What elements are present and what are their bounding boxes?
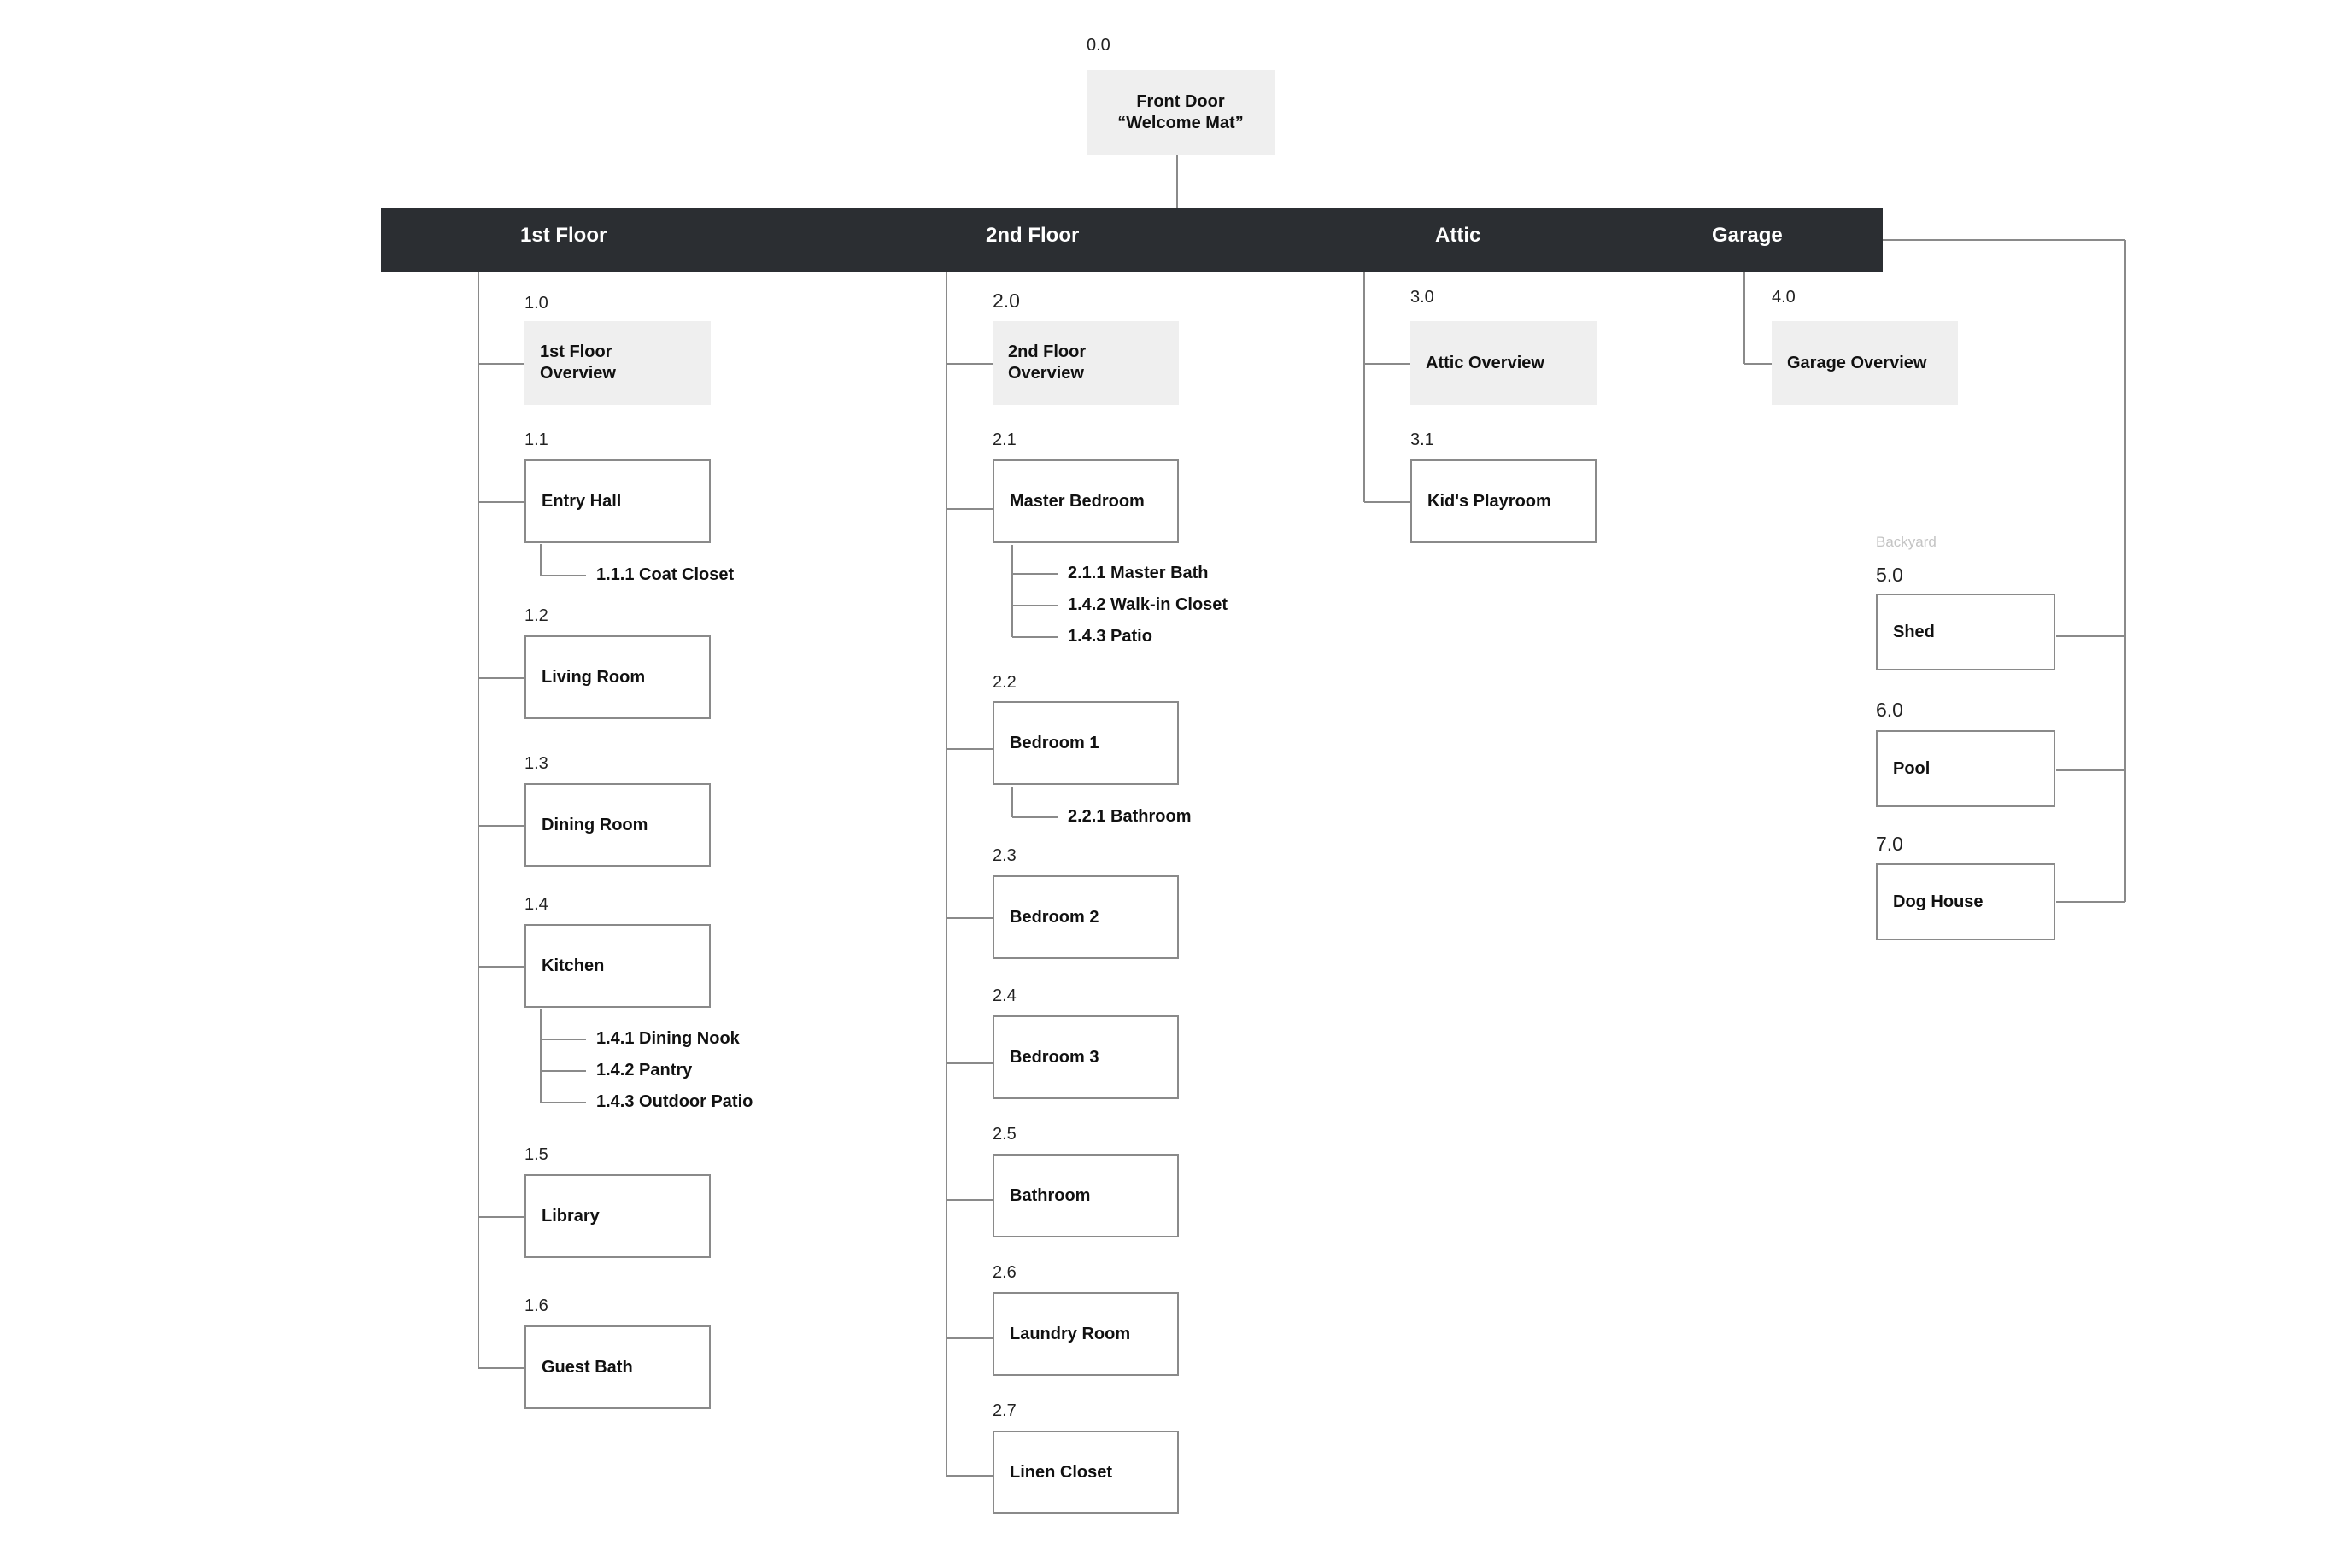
sub-item-coat-closet[interactable]: 1.1.1 Coat Closet — [596, 565, 735, 584]
node-number: 2.0 — [993, 290, 1020, 312]
dog-house-node[interactable]: Dog House — [1876, 863, 2055, 940]
node-number: 1.1 — [524, 430, 548, 449]
sub-item-dining-nook[interactable]: 1.4.1 Dining Nook — [596, 1029, 740, 1048]
dining-room-node[interactable]: Dining Room — [524, 783, 711, 867]
sub-item-patio[interactable]: 1.4.3 Patio — [1068, 627, 1152, 646]
sub-item-master-bath[interactable]: 2.1.1 Master Bath — [1068, 564, 1209, 582]
node-number: 5.0 — [1876, 564, 1903, 586]
node-number: 2.1 — [993, 430, 1017, 449]
bedroom-1-node[interactable]: Bedroom 1 — [993, 701, 1179, 785]
1st-floor-overview-node[interactable]: 1st Floor Overview — [524, 321, 711, 405]
backyard-label: Backyard — [1876, 534, 1937, 550]
library-node[interactable]: Library — [524, 1174, 711, 1258]
attic-overview-node[interactable]: Attic Overview — [1410, 321, 1597, 405]
sub-item-bathroom[interactable]: 2.2.1 Bathroom — [1068, 807, 1192, 826]
shed-node[interactable]: Shed — [1876, 594, 2055, 670]
node-number: 2.6 — [993, 1263, 1017, 1282]
garage-overview-node[interactable]: Garage Overview — [1772, 321, 1958, 405]
bedroom-2-node[interactable]: Bedroom 2 — [993, 875, 1179, 959]
kids-playroom-node[interactable]: Kid's Playroom — [1410, 459, 1597, 543]
node-number: 1.2 — [524, 606, 548, 625]
node-number: 6.0 — [1876, 699, 1903, 721]
node-number: 1.4 — [524, 895, 548, 914]
node-number: 2.4 — [993, 986, 1017, 1005]
laundry-room-node[interactable]: Laundry Room — [993, 1292, 1179, 1376]
node-number: 2.7 — [993, 1401, 1017, 1420]
node-number: 7.0 — [1876, 833, 1903, 855]
kitchen-node[interactable]: Kitchen — [524, 924, 711, 1008]
linen-closet-node[interactable]: Linen Closet — [993, 1431, 1179, 1514]
sub-item-pantry[interactable]: 1.4.2 Pantry — [596, 1061, 693, 1079]
node-number: 4.0 — [1772, 288, 1796, 307]
guest-bath-node[interactable]: Guest Bath — [524, 1325, 711, 1409]
2nd-floor-overview-node[interactable]: 2nd Floor Overview — [993, 321, 1179, 405]
nav-item-attic[interactable]: Attic — [1435, 224, 1481, 247]
sub-item-walk-in-closet[interactable]: 1.4.2 Walk-in Closet — [1068, 595, 1228, 614]
pool-node[interactable]: Pool — [1876, 730, 2055, 807]
living-room-node[interactable]: Living Room — [524, 635, 711, 719]
nav-item-garage[interactable]: Garage — [1712, 224, 1783, 247]
master-bedroom-node[interactable]: Master Bedroom — [993, 459, 1179, 543]
bathroom-node[interactable]: Bathroom — [993, 1154, 1179, 1237]
entry-hall-node[interactable]: Entry Hall — [524, 459, 711, 543]
node-number: 1.3 — [524, 754, 548, 773]
node-number: 2.5 — [993, 1125, 1017, 1144]
node-number: 3.0 — [1410, 288, 1434, 307]
node-number: 1.0 — [524, 294, 548, 313]
nav-item-2nd-floor[interactable]: 2nd Floor — [986, 224, 1080, 247]
bedroom-3-node[interactable]: Bedroom 3 — [993, 1015, 1179, 1099]
node-number: 1.5 — [524, 1145, 548, 1164]
front-door-node[interactable]: Front Door “Welcome Mat” — [1087, 70, 1275, 155]
node-number: 1.6 — [524, 1296, 548, 1315]
root-number: 0.0 — [1087, 36, 1110, 55]
node-number: 2.3 — [993, 846, 1017, 865]
nav-item-1st-floor[interactable]: 1st Floor — [520, 224, 607, 247]
node-number: 3.1 — [1410, 430, 1434, 449]
sub-item-outdoor-patio[interactable]: 1.4.3 Outdoor Patio — [596, 1092, 753, 1111]
node-number: 2.2 — [993, 673, 1017, 692]
